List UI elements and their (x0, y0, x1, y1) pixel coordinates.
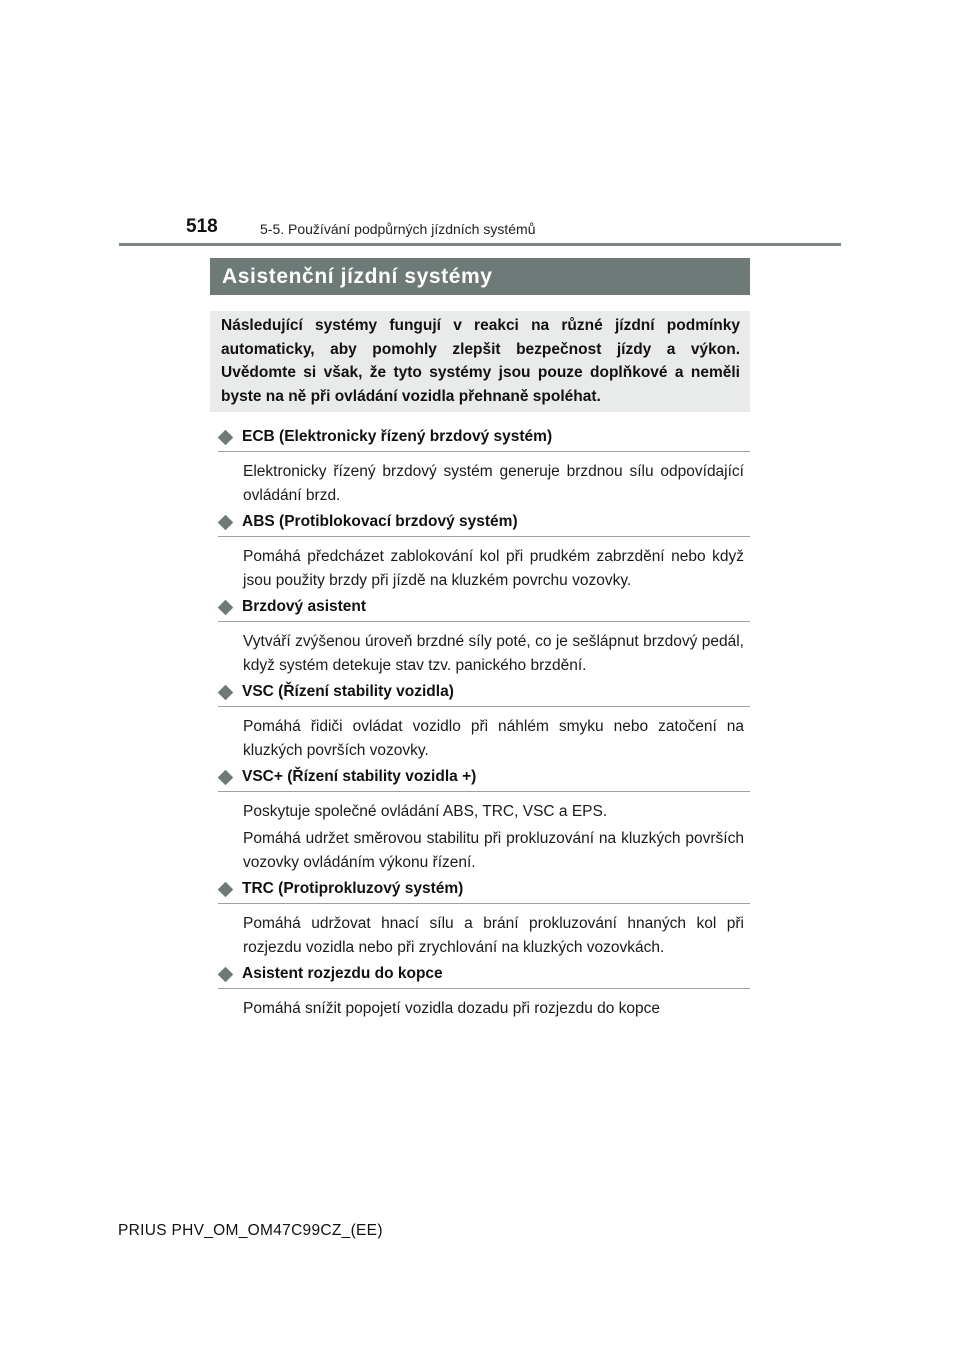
item-heading-abs (218, 513, 750, 537)
diamond-bullet-icon (218, 515, 234, 531)
item-body-abs: Pomáhá předcházet zablokování kol při prudkém zabrzdění nebo když jsou použity brzdy při jízdě na kluzkém povrchu vozovky. (243, 548, 744, 589)
section-title-bar (210, 258, 750, 295)
item-heading-label: Asistent rozjezdu do kopce (242, 965, 443, 982)
item-heading-label: VSC+ (Řízení stability vozidla +) (242, 768, 477, 785)
page-title: Asistenční jízdní systémy (222, 264, 493, 288)
diamond-bullet-icon (218, 685, 234, 701)
item-body-vsc: Pomáhá řidiči ovládat vozidlo při náhlém smyku nebo zatočení na kluzkých površích vozovky. (243, 718, 744, 759)
page-number: 518 (186, 216, 218, 237)
item-body-ecb: Elektronicky řízený brzdový systém generuje brzdnou sílu odpovídající ovládání brzd. (243, 463, 744, 504)
item-body-vsc-plus-1: Poskytuje společné ovládání ABS, TRC, VSC a EPS. (243, 803, 608, 820)
diamond-bullet-icon (218, 600, 234, 616)
item-heading-ecb (218, 428, 750, 452)
diamond-bullet-icon (218, 430, 234, 446)
item-body-vsc-plus-2: Pomáhá udržet směrovou stabilitu při prokluzování na kluzkých površích vozovky ovládáním výkonu řízení. (243, 830, 744, 871)
header-divider (119, 243, 841, 246)
item-heading-label: ECB (Elektronicky řízený brzdový systém) (242, 428, 553, 445)
item-body-hill-start: Pomáhá snížit popojetí vozidla dozadu při rozjezdu do kopce (243, 1000, 661, 1017)
item-heading-brake-assist (218, 598, 750, 622)
item-heading-vsc-plus (218, 768, 750, 792)
item-heading-label: Brzdový asistent (242, 598, 367, 615)
item-heading-label: VSC (Řízení stability vozidla) (242, 683, 454, 700)
diamond-bullet-icon (218, 770, 234, 786)
item-heading-label: ABS (Protiblokovací brzdový systém) (242, 513, 518, 530)
item-body-brake-assist: Vytváří zvýšenou úroveň brzdné síly poté, co je sešlápnut brzdový pedál, když systém detekuje stav tzv. panického brzdění. (243, 633, 744, 674)
item-heading-label: TRC (Protiprokluzový systém) (242, 880, 464, 897)
item-heading-trc (218, 880, 750, 904)
section-path: 5-5. Používání podpůrných jízdních systémů (260, 221, 536, 237)
intro-box: Následující systémy fungují v reakci na různé jízdní podmínky automaticky, aby pomohly zlepšit bezpečnost jízdy a výkon. Uvědomte si však, že tyto systémy jsou pouze doplňkové a neměli byste na ně při ovládání vozidla přehnaně spoléhat. (210, 311, 750, 412)
item-body-trc: Pomáhá udržovat hnací sílu a brání prokluzování hnaných kol při rozjezdu vozidla nebo při zrychlování na kluzkých vozovkách. (243, 915, 744, 956)
manual-code: PRIUS PHV_OM_OM47C99CZ_(EE) (118, 1222, 383, 1239)
item-heading-hill-start (218, 965, 750, 989)
item-heading-vsc (218, 683, 750, 707)
diamond-bullet-icon (218, 882, 234, 898)
diamond-bullet-icon (218, 967, 234, 983)
